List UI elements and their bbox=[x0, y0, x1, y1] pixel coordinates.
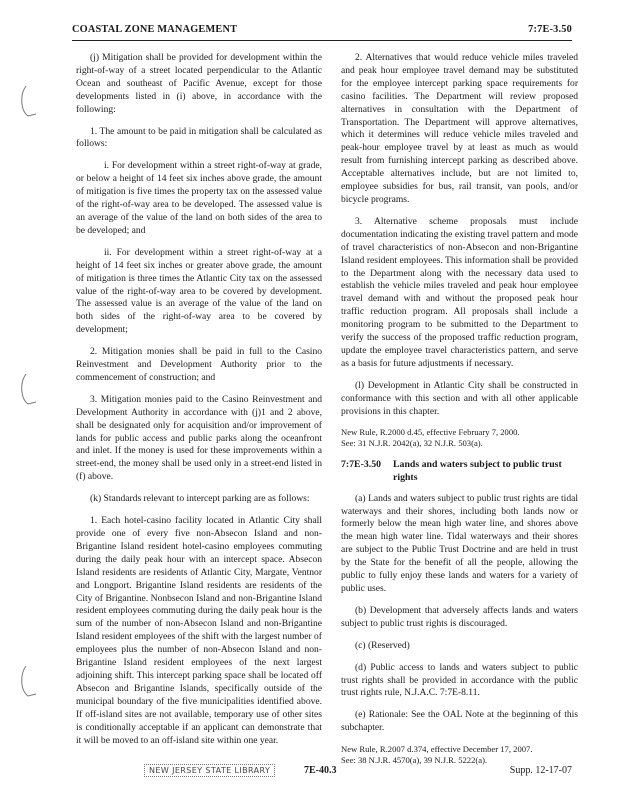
para-d: (d) Public access to lands and waters subject to public trust rights shall be provided in accordance with the public trust rights rule, N.J.A.C. 7:7E-8.11. bbox=[341, 661, 578, 699]
history-line: See: 31 N.J.R. 2042(a), 32 N.J.R. 503(a). bbox=[341, 438, 483, 449]
section-heading bbox=[341, 459, 578, 484]
history-line: See: 38 N.J.R. 4570(a), 39 N.J.R. 5222(a). bbox=[341, 755, 488, 766]
header-title: COASTAL ZONE MANAGEMENT bbox=[72, 24, 238, 35]
history-note-2 bbox=[341, 744, 578, 766]
right-column bbox=[341, 52, 578, 776]
para-j: (j) Mitigation shall be provided for development within the right-of-way of a street located perpendicular to the Atlantic Ocean and southeast of Pacific Avenue, except for those developments listed in (i) above, in accordance with the following: bbox=[76, 52, 322, 115]
para-l: (l) Development in Atlantic City shall be constructed in conformance with this section and with all other applicable provisions in this chapter. bbox=[341, 379, 578, 417]
binder-hole-mark-1 bbox=[16, 84, 38, 120]
library-stamp: NEW JERSEY STATE LIBRARY bbox=[144, 764, 275, 777]
para-k-2: 2. Alternatives that would reduce vehicle miles traveled and peak hour employee travel demand may be substituted for the employee intercept parking space requirements for casino facilities. The Department will review proposed alternatives in consultation with the Department of Transportation. The Department will approve alternatives, which it determines will reduce vehicle miles traveled and peak-hour employee travel by at least as much as would result from furnishing intercept parking as described above. Acceptable alternatives include, but are not limited to, employee subsidies for bus, rail transit, van pools, and/or bicycle programs. bbox=[341, 52, 578, 205]
para-k: (k) Standards relevant to intercept parking are as follows: bbox=[90, 493, 310, 505]
history-line: New Rule, R.2007 d.374, effective December 17, 2007. bbox=[341, 744, 533, 755]
para-k-3: 3. Alternative scheme proposals must include documentation indicating the existing travel pattern and mode of travel characteristics of non-Absecon and non-Brigantine Island resident employees. This information shall be provided to the Department along with the necessary data used to establish the vehicle miles traveled and peak hour employee travel demand with and without the proposed peak hour traffic reduction program. All proposals shall include a monitoring program to be submitted to the Department to verify the success of the proposed traffic reduction program, update the employee travel characteristics pattern, and serve as a basis for future adjustments if necessary. bbox=[341, 215, 578, 369]
para-c: (c) (Reserved) bbox=[355, 639, 410, 651]
header-section: 7:7E-3.50 bbox=[528, 24, 572, 35]
section-title: Lands and waters subject to public trust rights bbox=[393, 459, 562, 484]
para-j-3: 3. Mitigation monies paid to the Casino Reinvestment and Development Authority in accordance with (j)1 and 2 above, shall be designated only for acquisition and/or improvement of lands for public access and public parks along the oceanfront and inlet. If the money is used for these improvements within a street-end, the money shall be used only in a street-end listed in (f) above. bbox=[76, 393, 322, 483]
running-header bbox=[72, 24, 572, 35]
para-j-1-i: i. For development within a street right-of-way at grade, or below a height of 14 feet six inches above grade, the amount of mitigation is five times the property tax on the assessed value of the right-of-way area to be developed. The assessed value is an average of the value of the land on both sides of the area to be developed; and bbox=[76, 160, 322, 236]
para-e: (e) Rationale: See the OAL Note at the beginning of this subchapter. bbox=[341, 709, 578, 734]
left-column bbox=[76, 52, 322, 756]
binder-hole-mark-3 bbox=[16, 664, 38, 700]
para-a: (a) Lands and waters subject to public trust rights are tidal waterways and their shores, including both lands now or formerly below the mean high water line, and shores above the mean high water line. Tidal waterways and their shores are subject to the Public Trust Doctrine and are held in trust by the State for the benefit of all the people, allowing the public to fully enjoy these lands and waters for a variety of public uses. bbox=[341, 492, 578, 594]
section-number: 7:7E-3.50 bbox=[341, 459, 382, 471]
para-b: (b) Development that adversely affects lands and waters subject to public trust rights is discouraged. bbox=[341, 604, 578, 629]
para-j-1-ii: ii. For development within a street right-of-way at a height of 14 feet six inches or greater above grade, the amount of mitigation is three times the Atlantic City tax on the assessed value of the right-of-way area to be covered by development. The assessed value is an average of the value of the land on both sides of the right-of-way area to be covered by development; bbox=[76, 246, 322, 336]
binder-hole-mark-2 bbox=[16, 372, 38, 408]
history-note-1 bbox=[341, 427, 578, 449]
para-k-1: 1. Each hotel-casino facility located in Atlantic City shall provide one of every five non-Absecon Island and non-Brigantine Island resident hotel-casino employees commuting during the daily peak hour with an intercept space. Absecon Island residents are residents of Atlantic City, Margate, Ventnor and Longport. Brigantine Island residents are residents of the City of Brigantine. Nonbsecon Island and non-Brigantine Island resident employees commuting during the daily peak hour is the sum of the number of non-Absecon Island and non-Brigantine Island resident employees of the shift with the largest number of employees plus the number of non-Absecon Island and non-Brigantine Island resident employees of the next largest adjoining shift. This intercept parking space shall be located off Absecon and Brigantine Islands, specifically outside of the municipal boundary of the five municipalities identified above. If off-island sites are not available, temporary use of other sites is conditionally acceptable if an applicant can demonstrate that it will be moved to an off-island site within one year. bbox=[76, 515, 322, 746]
history-line: New Rule, R.2000 d.45, effective February 7, 2000. bbox=[341, 427, 520, 438]
para-j-1: 1. The amount to be paid in mitigation shall be calculated as follows: bbox=[76, 125, 322, 150]
para-j-2: 2. Mitigation monies shall be paid in full to the Casino Reinvestment and Development Authority prior to the commencement of construction; and bbox=[76, 346, 322, 383]
page-footer bbox=[72, 764, 572, 780]
page-number: 7E-40.3 bbox=[304, 765, 337, 776]
supplement-date: Supp. 12-17-07 bbox=[509, 765, 572, 776]
header-rule bbox=[72, 40, 572, 41]
